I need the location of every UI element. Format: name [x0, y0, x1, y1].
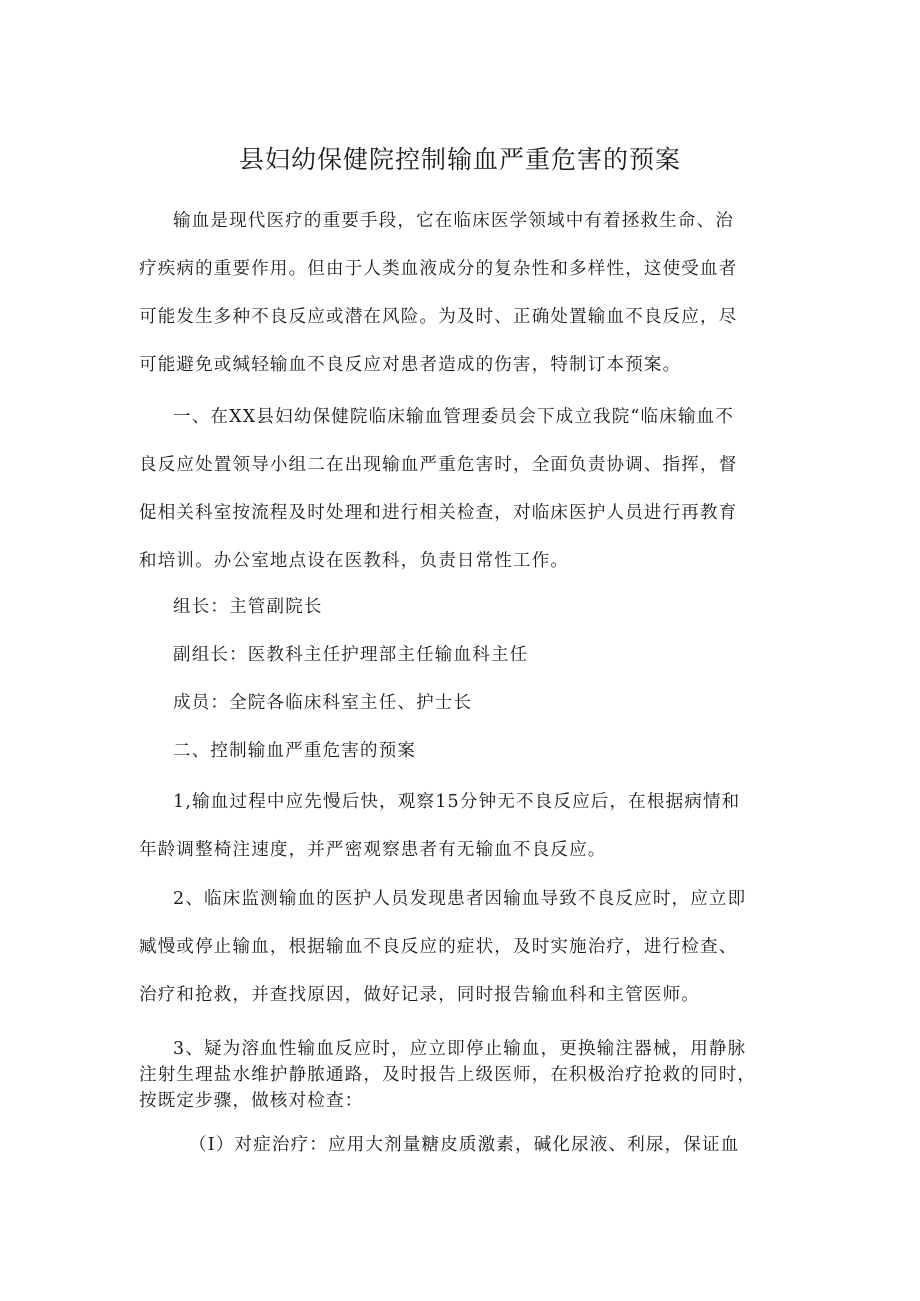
deputy-leader-line: 副组长：医教科主任护理部主任输血科主任 [173, 645, 529, 665]
paragraph-line: 促相关科室按流程及时处理和进行相关检查，对临床医护人员进行再教育 [139, 503, 738, 523]
paragraph-line: 年龄调整椅注速度，并严密观察患者有无输血不良反应。 [139, 840, 607, 860]
intro-paragraph [139, 197, 784, 389]
item-one-paragraph [139, 778, 784, 874]
paragraph-line: 1,输血过程中应先慢后快，观察15分钟无不良反应后，在根据病情和 [173, 792, 741, 812]
paragraph-line: （I）对症治疗：应用大剂量糖皮质激素，碱化尿液、利尿，保证血 [189, 1135, 740, 1155]
item-two-paragraph [139, 875, 784, 1019]
group-roles [139, 583, 784, 775]
paragraph-line: 可能发生多种不良反应或潜在风险。为及时、正确处置输血不良反应，尽 [139, 307, 738, 327]
item-three-sub-one [139, 1121, 784, 1169]
members-line: 成员：全院各临床科室主任、护士长 [173, 693, 473, 713]
paragraph-line: 臧慢或停止输血，根据输血不良反应的症状，及时实施治疗，进行检查、 [139, 937, 738, 957]
paragraph-line: 2、临床监测输血的医护人员发现患者因输血导致不良反应时，应立即 [173, 889, 747, 909]
paragraph-line: 注射生理盐水维护静脓通路，及时报告上级医师，在积极治疗抢救的同时， [139, 1065, 757, 1085]
section-one-paragraph [139, 393, 784, 585]
paragraph-line: 3、疑为溶血性输血反应时，应立即停止输血，更换输注器械，用静脉 [173, 1039, 747, 1059]
item-three-paragraph [139, 1036, 784, 1114]
paragraph-line: 治疗和抢救，并查找原因，做好记录，同时报告输血科和主管医师。 [139, 985, 700, 1005]
paragraph-line: 良反应处置领导小组二在出现输血严重危害时，全面负责协调、指挥，督 [139, 455, 738, 475]
paragraph-line: 疗疾病的重要作用。但由于人类血液成分的复杂性和多样性，这使受血者 [139, 259, 738, 279]
paragraph-line: 输血是现代医疗的重要手段，它在临床医学领域中有着拯救生命、治 [173, 211, 734, 231]
section-two-heading: 二、控制输血严重危害的预案 [173, 741, 417, 761]
paragraph-line: 一、在XX县妇幼保健院临床输血管理委员会下成立我院“临床输血不 [173, 407, 735, 427]
paragraph-line: 按既定步骤，做核对检查： [139, 1091, 364, 1111]
paragraph-line: 和培训。办公室地点设在医教科，负责日常性工作。 [139, 551, 570, 571]
paragraph-line: 可能避免或缄轻输血不良反应对患者造成的伤害，特制订本预案。 [139, 355, 682, 375]
document-title: 县妇幼保健院控制输血严重危害的预案 [238, 145, 681, 174]
group-leader-line: 组长：主管副院长 [173, 597, 323, 617]
